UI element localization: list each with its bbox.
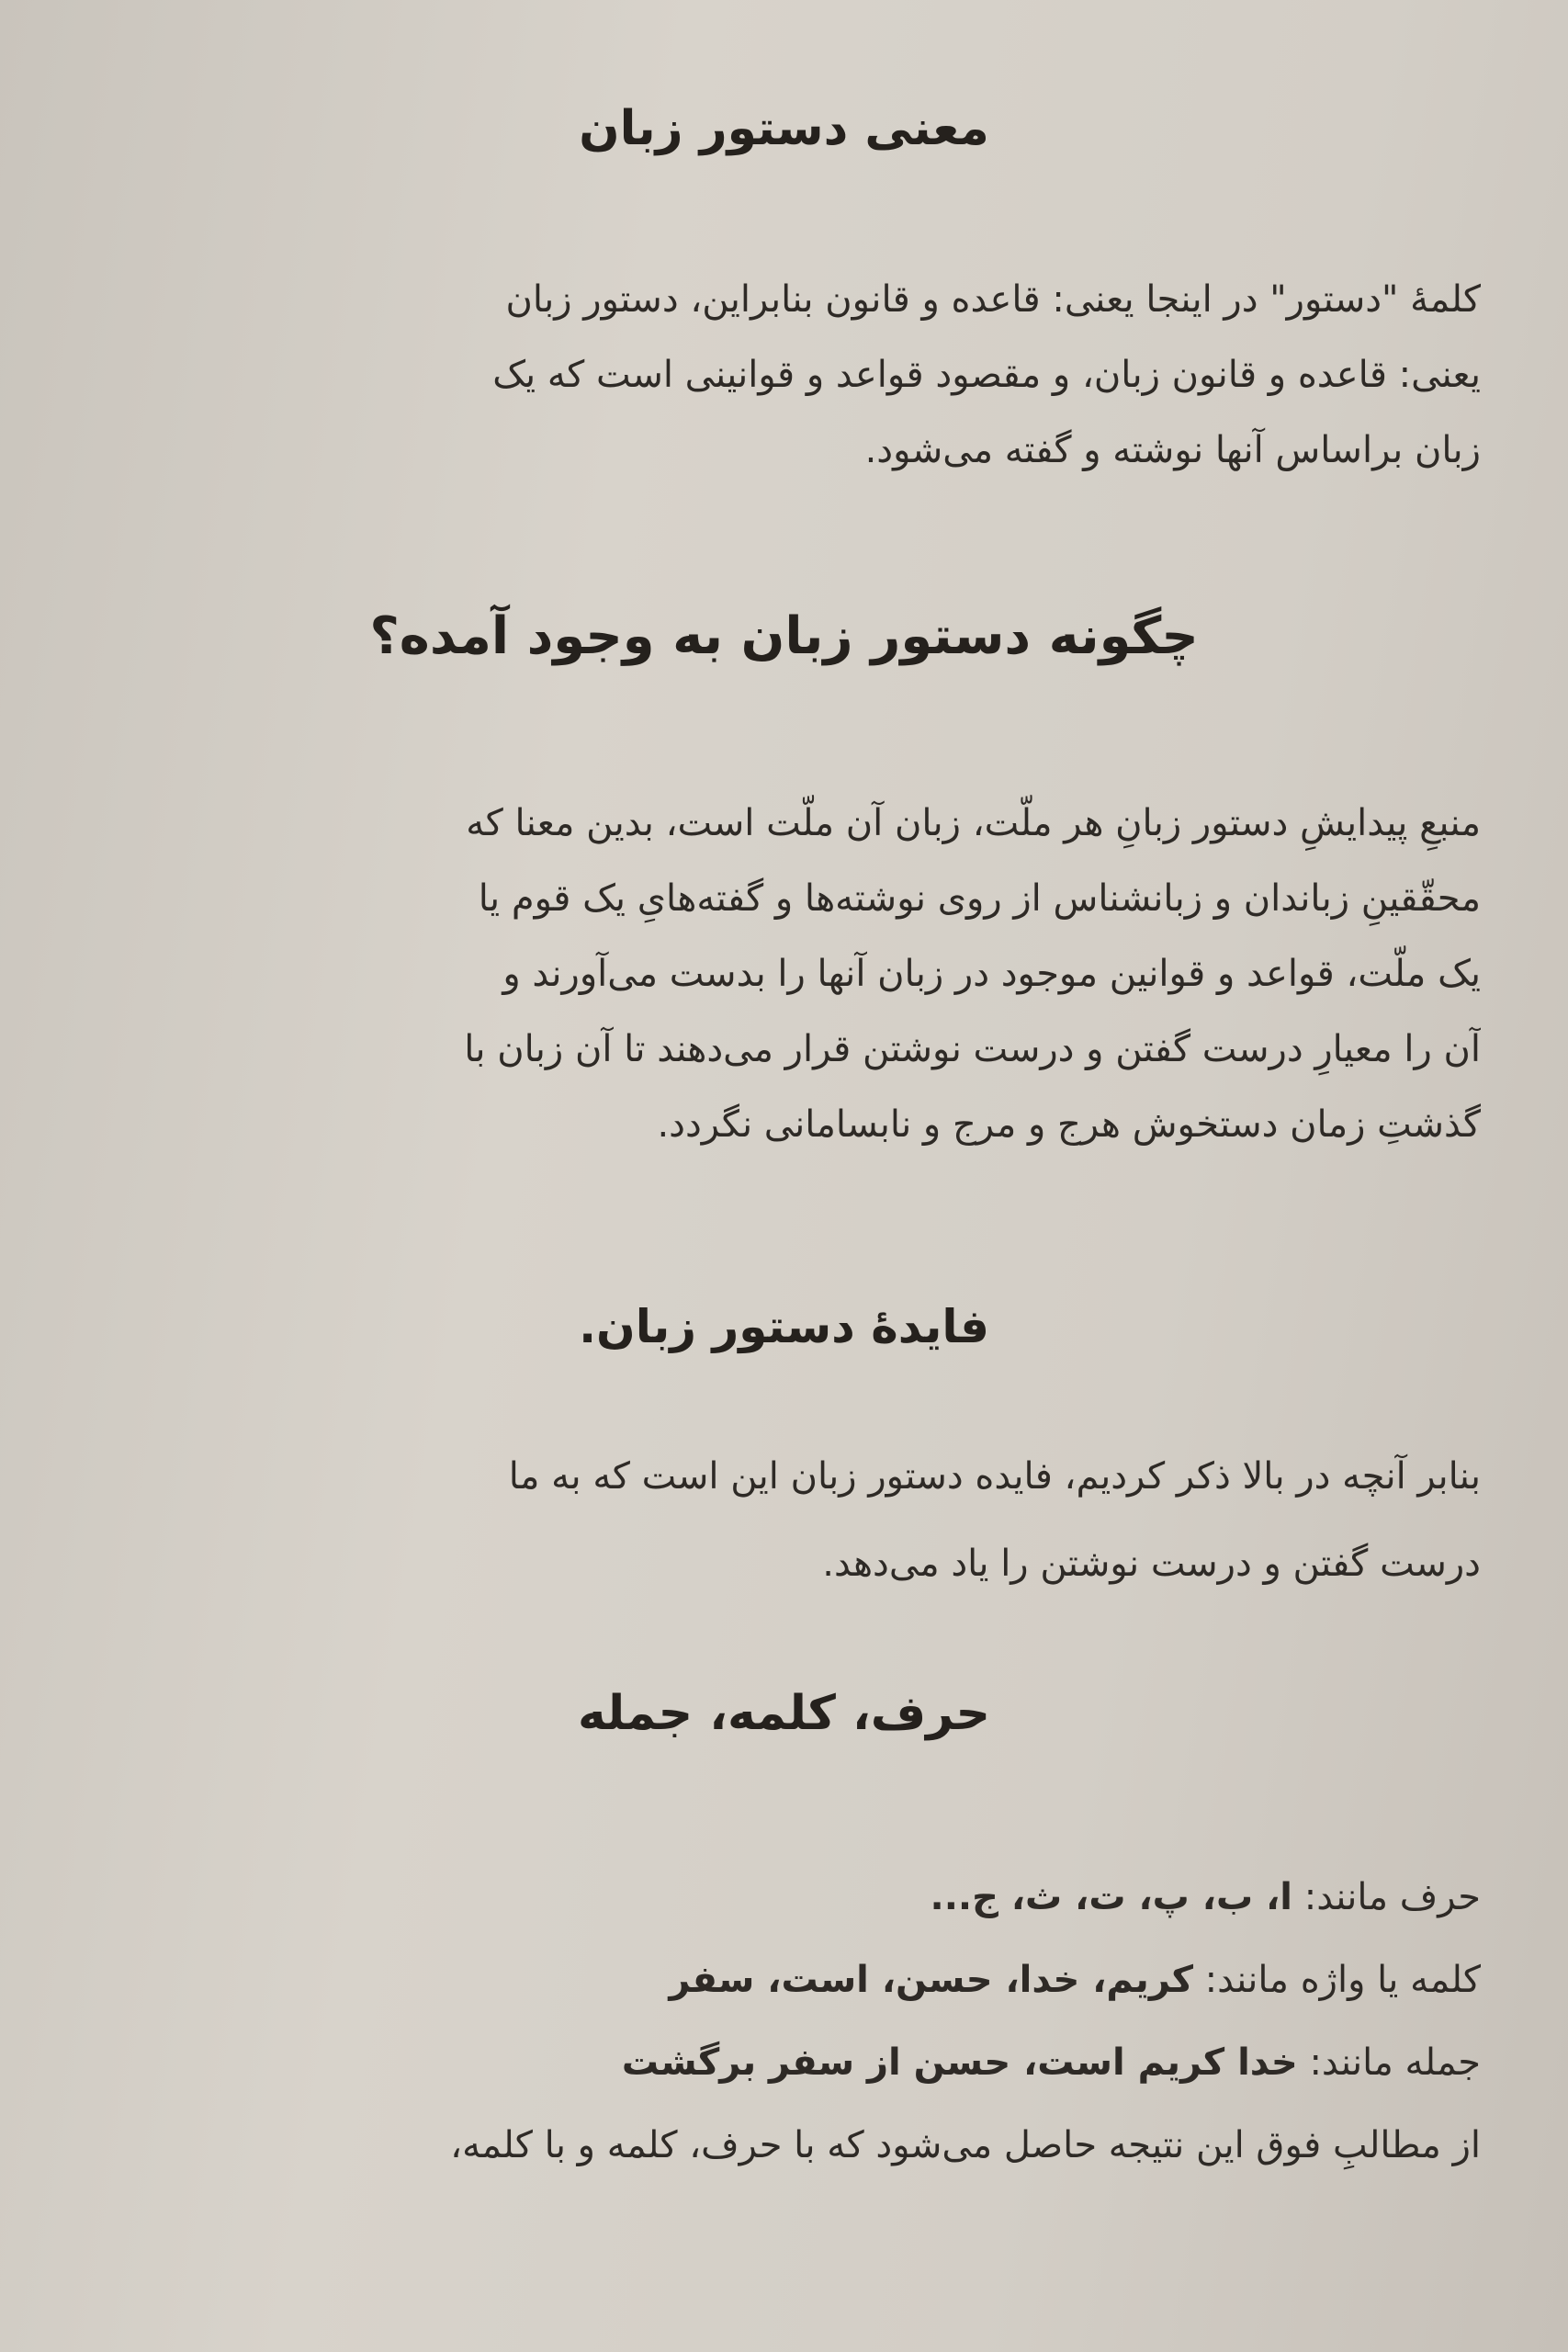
text-line: منبعِ پیدایشِ دستور زبانِ هر ملّت، زبان آن ملّت است، بدین معنا که	[466, 802, 1481, 844]
definition-examples: ا، ب، پ، ت، ث، ج...	[930, 1876, 1293, 1918]
definition-label: حرف مانند:	[1292, 1876, 1481, 1918]
definition-word	[158, 1939, 1481, 2021]
section-heading-letter-word-sentence: حرف، کلمه، جمله	[578, 1686, 990, 1741]
definition-label: جمله مانند:	[1297, 2041, 1481, 2084]
paragraph-benefit	[158, 1433, 1481, 1608]
text-line: گذشتِ زمان دستخوش هرج و مرج و نابسامانی نگردد.	[657, 1103, 1481, 1146]
text-line: بنابر آنچه در بالا ذکر کردیم، فایده دستور زبان این است که به ما	[508, 1455, 1481, 1498]
paragraph-origin	[158, 786, 1481, 1162]
closing-line: از مطالبِ فوق این نتیجه حاصل می‌شود که با حرف، کلمه و با کلمه،	[450, 2124, 1481, 2166]
text-line: درست گفتن و درست نوشتن را یاد می‌دهد.	[822, 1543, 1481, 1585]
definition-examples: کریم، خدا، حسن، است، سفر	[669, 1959, 1193, 2001]
definition-label: کلمه یا واژه مانند:	[1192, 1959, 1481, 2001]
text-line: زبان براساس آنها نوشته و گفته می‌شود.	[864, 429, 1481, 471]
text-line: کلمهٔ "دستور" در اینجا یعنی: قاعده و قانون بنابراین، دستور زبان	[505, 278, 1481, 321]
section-heading-meaning: معنی دستور زبان	[579, 101, 989, 156]
paragraph-meaning	[158, 262, 1481, 488]
text-line: محقّقینِ زباندان و زبانشناس از روی نوشته‌ها و گفته‌هایِ یک قوم یا	[478, 877, 1481, 920]
text-line: آن را معیارِ درست گفتن و درست نوشتن قرار می‌دهند تا آن زبان با	[464, 1028, 1481, 1070]
definition-examples: خدا کریم است، حسن از سفر برگشت	[621, 2041, 1298, 2084]
definition-letter	[158, 1856, 1481, 1939]
section-heading-benefit: فایدهٔ دستور زبان.	[579, 1300, 989, 1353]
text-line: یعنی: قاعده و قانون زبان، و مقصود قواعد و قوانینی است که یک	[492, 354, 1481, 396]
section-heading-origin: چگونه دستور زبان به وجود آمده؟	[369, 606, 1199, 666]
definition-sentence	[158, 2021, 1481, 2104]
text-line: یک ملّت، قواعد و قوانین موجود در زبان آنها را بدست می‌آورند و	[502, 953, 1481, 995]
